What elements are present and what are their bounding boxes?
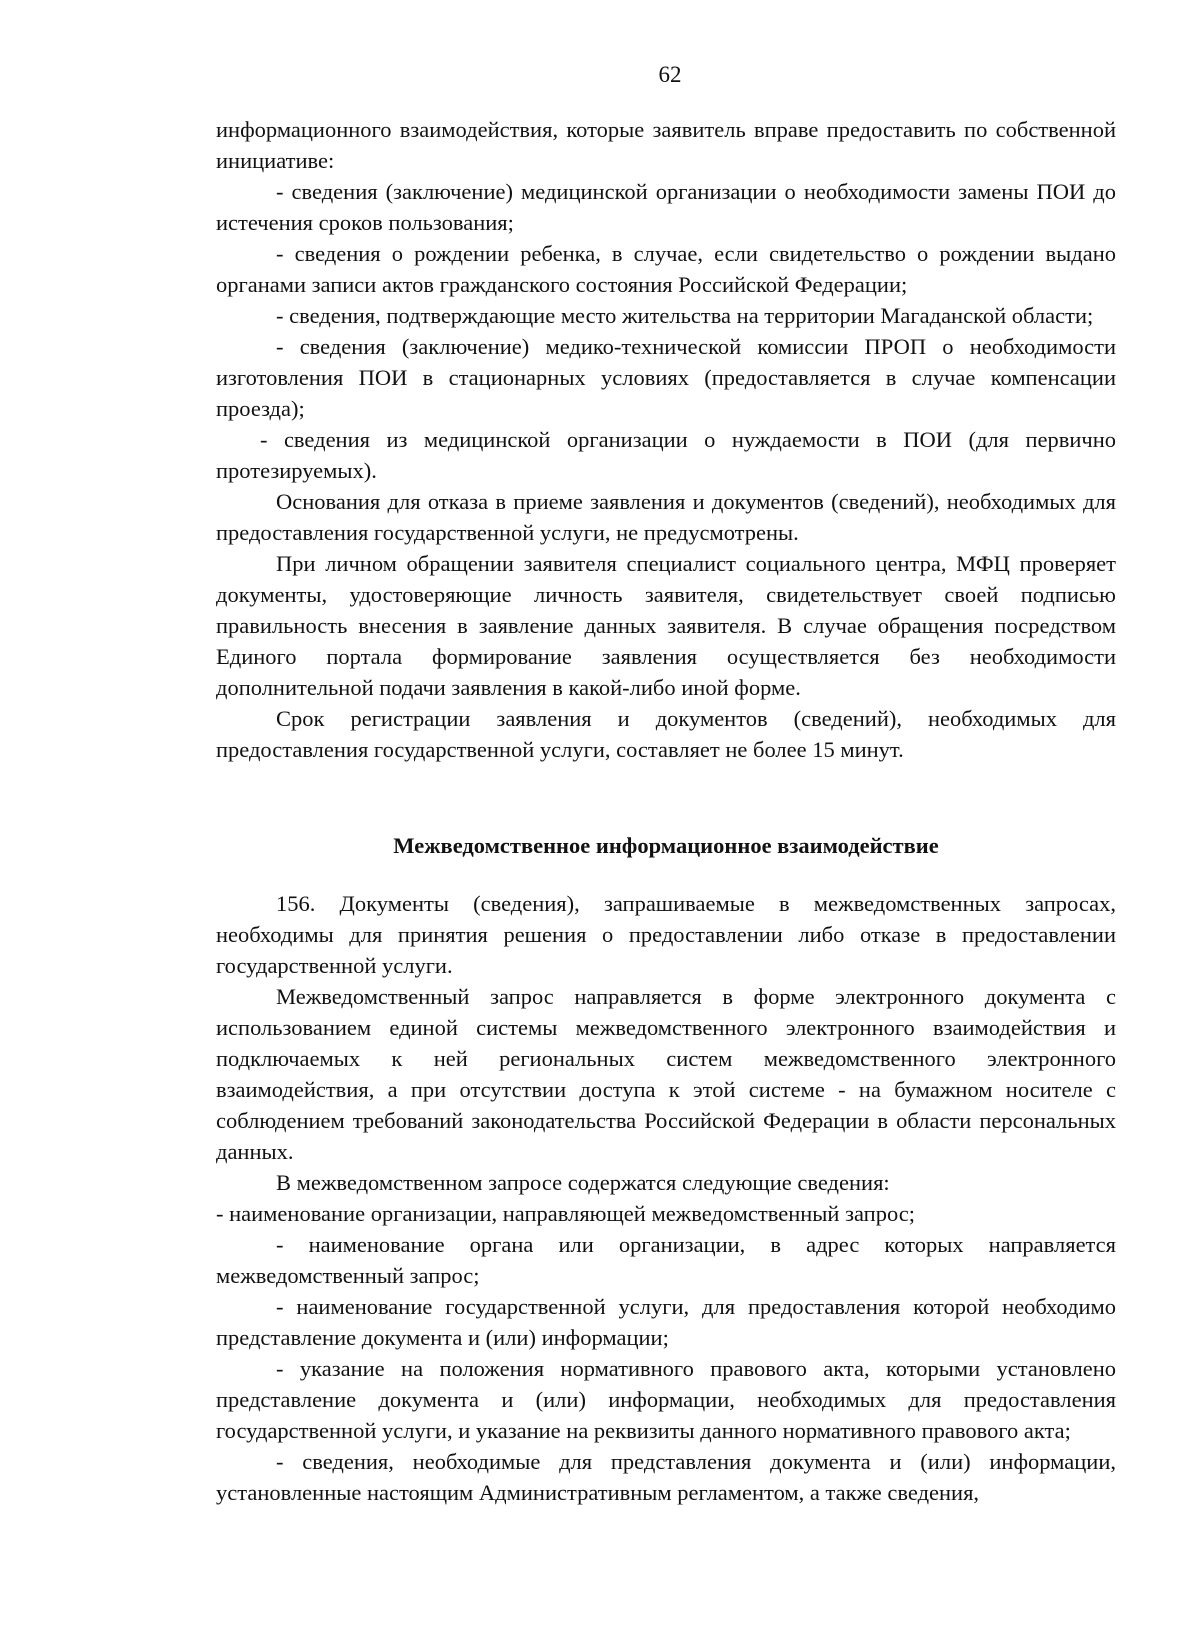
list-item: - сведения (заключение) медико-технической комиссии ПРОП о необходимости изготовления ПОИ в стационарных условиях (предоставляется в случае компенсации проезда); bbox=[216, 334, 1116, 421]
section-heading: Межведомственное информационное взаимодействие bbox=[393, 833, 939, 858]
paragraph: 156. Документы (сведения), запрашиваемые в межведомственных запросах, необходимы для принятия решения о предоставлении либо отказе в предоставлении государственной услуги. bbox=[216, 891, 1116, 978]
list-item: - наименование органа или организации, в адрес которых направляется межведомственный запрос; bbox=[216, 1232, 1116, 1288]
paragraph: Срок регистрации заявления и документов (сведений), необходимых для предоставления государственной услуги, составляет не более 15 минут. bbox=[216, 706, 1116, 762]
paragraph: Межведомственный запрос направляется в форме электронного документа с использованием единой системы межведомственного электронного взаимодействия и подключаемых к ней региональных систем межведомственного электронного взаимодействия, а при отсутствии доступа к этой системе - на бумажном носителе с соблюдением требований законодательства Российской Федерации в области персональных данных. bbox=[216, 984, 1116, 1164]
list-item: - сведения, подтверждающие место жительства на территории Магаданской области; bbox=[276, 303, 1094, 328]
top-text-block bbox=[216, 114, 1116, 765]
list-item: - сведения, необходимые для представления документа и (или) информации, установленные настоящим Административным регламентом, а также сведения, bbox=[216, 1449, 1116, 1505]
paragraph: При личном обращении заявителя специалист социального центра, МФЦ проверяет документы, удостоверяющие личность заявителя, свидетельствует своей подписью правильность внесения в заявление данных заявителя. В случае обращения посредством Единого портала формирование заявления осуществляется без необходимости дополнительной подачи заявления в какой-либо иной форме. bbox=[216, 551, 1116, 700]
paragraph: информационного взаимодействия, которые заявитель вправе предоставить по собственной инициативе: bbox=[216, 117, 1116, 173]
list-item: - сведения (заключение) медицинской организации о необходимости замены ПОИ до истечения сроков пользования; bbox=[216, 179, 1116, 235]
list-item: - сведения о рождении ребенка, в случае, если свидетельство о рождении выдано органами записи актов гражданского состояния Российской Федерации; bbox=[216, 241, 1116, 297]
paragraph: В межведомственном запросе содержатся следующие сведения: bbox=[276, 1170, 890, 1195]
page-number: 62 bbox=[658, 62, 682, 87]
list-item: - сведения из медицинской организации о нуждаемости в ПОИ (для первично протезируемых). bbox=[216, 427, 1116, 483]
list-item: - наименование государственной услуги, для предоставления которой необходимо представление документа и (или) информации; bbox=[216, 1294, 1116, 1350]
bottom-text-block bbox=[216, 888, 1116, 1508]
paragraph: Основания для отказа в приеме заявления и документов (сведений), необходимых для предоставления государственной услуги, не предусмотрены. bbox=[216, 489, 1116, 545]
list-item: - указание на положения нормативного правового акта, которыми установлено представление документа и (или) информации, необходимых для предоставления государственной услуги, и указание на реквизиты данного нормативного правового акта; bbox=[216, 1356, 1116, 1443]
list-item: - наименование организации, направляющей межведомственный запрос; bbox=[216, 1201, 915, 1226]
